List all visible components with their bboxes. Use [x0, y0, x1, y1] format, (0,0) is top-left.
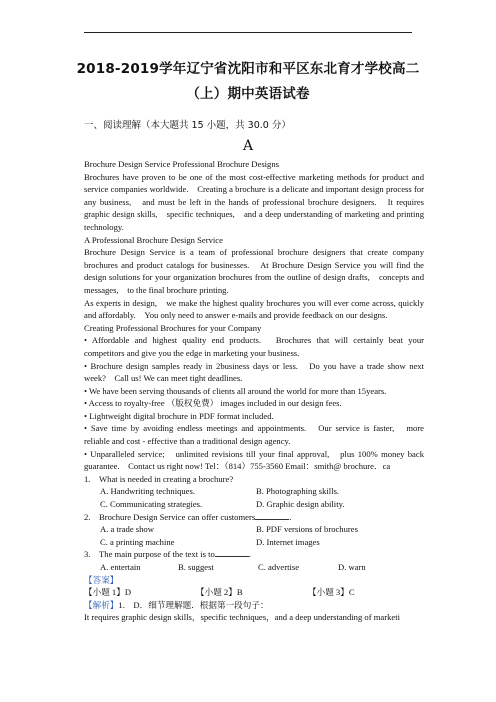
question-stem-text: 2. Brochure Design Service can offer customers: [84, 511, 256, 522]
analysis-quote: It requires graphic design skills，specific techniques，and a deep understanding of marketi: [84, 612, 400, 623]
passage-subheading: Creating Professional Brochures for your Company: [84, 322, 262, 333]
passage-bullet: • Access to royalty-free （版权免费） images included in our design fees.: [84, 398, 342, 409]
question-stem: [84, 511, 424, 524]
exam-title-line-2: （上）期中英语试卷: [186, 86, 310, 102]
option-a: A. Handwriting techniques.: [100, 486, 195, 497]
passage-paragraph: Brochures have proven to be one of the most cost-effective marketing methods for product and service companies worldwide. Creating a brochure is a delicate and important design process for any business, and must be left in the hands of professional brochure designers. It requires graphic design skills, specific techniques, and a deep understanding of marketing and printing technology.: [84, 171, 424, 232]
option-d: D. Graphic design ability.: [256, 499, 345, 510]
option-a: A. a trade show: [100, 524, 154, 535]
passage-letter: A: [242, 138, 254, 154]
passage-paragraph: Brochure Design Service is a team of professional brochure designers that create company brochures and product catalogs for businesses. At Brochure Design Service you will find the design solutions for your organization brochures from the outline of design drafts, concepts and messages, to the final brochure printing.: [84, 247, 424, 295]
option-b: B. Photographing skills.: [256, 486, 340, 497]
question-stem-text: 3. The main purpose of the text is to: [84, 549, 215, 560]
answer-row: [84, 586, 424, 599]
answer-item: 【小题 3】C: [308, 587, 355, 598]
passage-bullet: • Unparalleled service; unlimited revisions till your final approval, plus 100% money back guarantee. Contact us right now! Tel：（814）755-3560 Email：smith@ brochure．ca: [84, 448, 424, 472]
analysis-line: [84, 599, 424, 612]
option-d: D. Internet images: [256, 536, 320, 547]
question-stem-end: .: [248, 549, 251, 560]
question-options: [84, 485, 424, 510]
question-2: [84, 511, 424, 549]
passage-bullet: • Lightweight digital brochure in PDF format included.: [84, 410, 274, 421]
option-c: C. Communicating strategies.: [100, 499, 203, 510]
answer-blank: [215, 548, 251, 560]
analysis-text: 1. D．细节理解题．根据第一段句子：: [118, 599, 269, 610]
option-c: C. a printing machine: [100, 536, 175, 547]
header-rule: [84, 32, 412, 33]
passage-subheading: A Professional Brochure Design Service: [84, 234, 223, 245]
question-stem: 1. What is needed in creating a brochure?: [84, 473, 234, 484]
question-options: [84, 523, 424, 548]
option-b: B. PDF versions of brochures: [256, 524, 358, 535]
option-d: D. warn: [338, 562, 366, 572]
passage-body: [84, 158, 424, 624]
section-heading: 一、阅读理解（本大题共 15 小题，共 30.0 分）: [84, 120, 291, 131]
answer-label: 【答案】: [84, 574, 119, 585]
answer-item: 【小题 2】B: [196, 587, 243, 598]
answer-blank: [255, 511, 292, 522]
analysis-label: 【解析】: [84, 599, 119, 610]
question-3: [84, 548, 424, 573]
passage-bullet: • We have been serving thousands of clients all around the world for more than 15years.: [84, 385, 387, 396]
passage-title: Brochure Design Service Professional Brochure Designs: [84, 159, 279, 169]
option-b: B. suggest: [178, 562, 214, 572]
passage-bullet: • Affordable and highest quality end products. Brochures that will certainly beat your competitors and give you the edge in marketing your business.: [84, 335, 424, 358]
question-options: [84, 561, 424, 574]
option-a: A. entertain: [100, 562, 141, 572]
passage-bullet: • Save time by avoiding endless meetings and appointments. Our service is faster, more reliable and cost - effective than a traditional design agency.: [84, 423, 424, 447]
exam-title-line-1: 2018-2019学年辽宁省沈阳市和平区东北育才学校高二: [76, 61, 420, 77]
question-stem-end: .: [289, 511, 292, 522]
option-c: C. advertise: [258, 562, 300, 572]
question-stem: [84, 548, 424, 561]
answer-item: 【小题 1】D: [84, 587, 132, 598]
passage-paragraph: As experts in design, we make the highest quality brochures you will ever come across, quickly and affordably. You only need to answer e-mails and provide feedback on our designs.: [84, 297, 424, 321]
passage-bullet: • Brochure design samples ready in 2business days or less. Do you have a trade show next week? Call us! We can meet tight deadlines.: [84, 360, 424, 384]
question-1: [84, 473, 424, 511]
